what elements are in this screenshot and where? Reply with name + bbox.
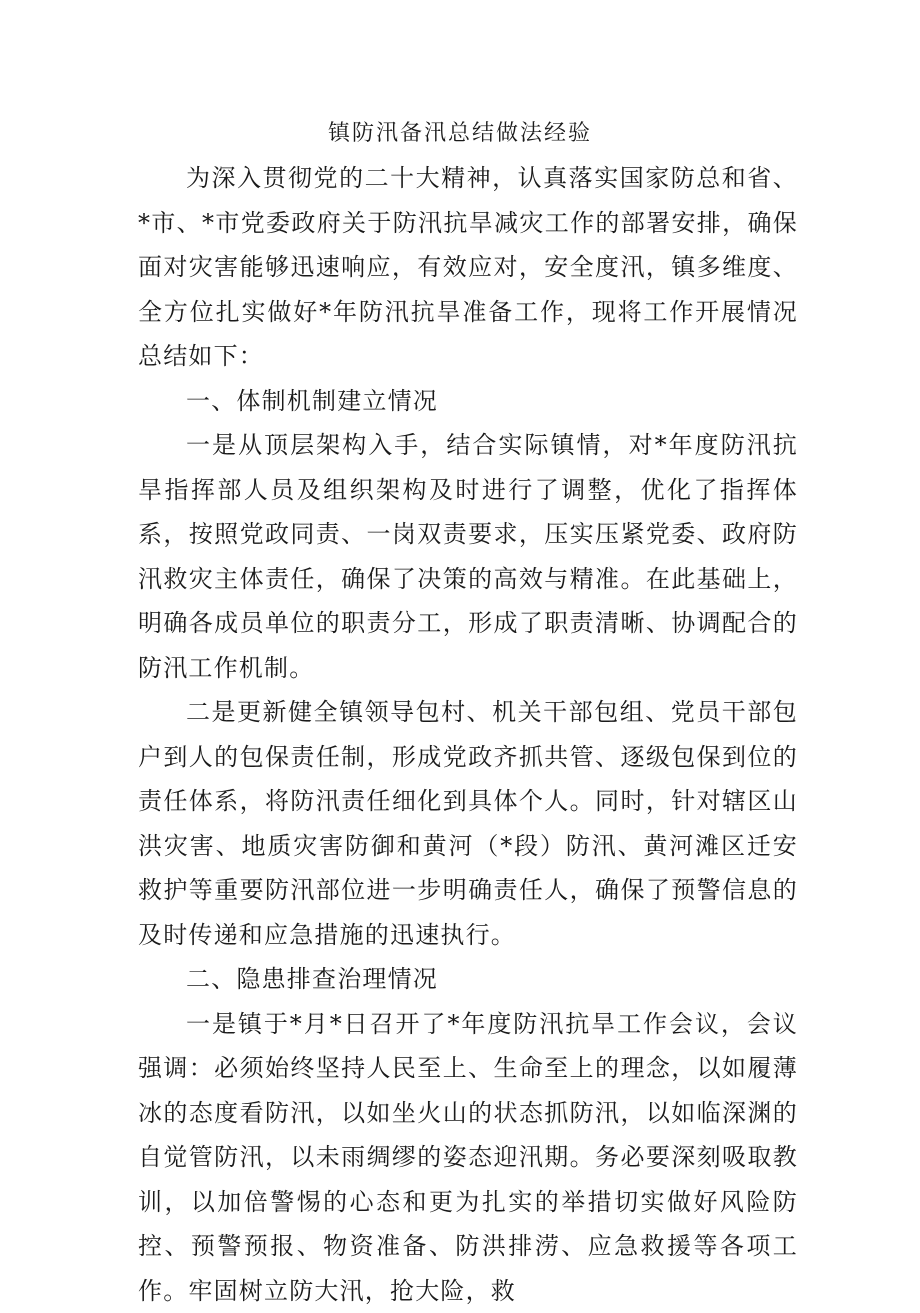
section-1-heading: 一、体制机制建立情况 [138, 379, 798, 424]
section-1-paragraph-2: 二是更新健全镇领导包村、机关干部包组、党员干部包户到人的包保责任制，形成党政齐抓共管、逐级包保到位的责任体系，将防汛责任细化到具体个人。同时，针对辖区山洪灾害、地质灾害防御和黄河（*段）防汛、黄河滩区迁安救护等重要防汛部位进一步明确责任人，确保了预警信息的及时传递和应急措施的迅速执行。 [138, 690, 798, 957]
section-2-heading: 二、隐患排查治理情况 [138, 957, 798, 1002]
section-2-paragraph-1: 一是镇于*月*日召开了*年度防汛抗旱工作会议，会议强调：必须始终坚持人民至上、生命至上的理念，以如履薄冰的态度看防汛，以如坐火山的状态抓防汛，以如临深渊的自觉管防汛，以未雨绸缪的姿态迎汛期。务必要深刻吸取教训，以加倍警惕的心态和更为扎实的举措切实做好风险防控、预警预报、物资准备、防洪排涝、应急救援等各项工作。牢固树立防大汛，抢大险，救 [138, 1002, 798, 1313]
section-1-paragraph-1: 一是从顶层架构入手，结合实际镇情，对*年度防汛抗旱指挥部人员及组织架构及时进行了调整，优化了指挥体系，按照党政同责、一岗双责要求，压实压紧党委、政府防汛救灾主体责任，确保了决策的高效与精准。在此基础上，明确各成员单位的职责分工，形成了职责清晰、协调配合的防汛工作机制。 [138, 423, 798, 690]
intro-paragraph: 为深入贯彻党的二十大精神，认真落实国家防总和省、*市、*市党委政府关于防汛抗旱减灾工作的部署安排，确保面对灾害能够迅速响应，有效应对，安全度汛，镇多维度、全方位扎实做好*年防汛抗旱准备工作，现将工作开展情况总结如下： [138, 156, 798, 379]
document-body [138, 156, 798, 1313]
document-title: 镇防汛备汛总结做法经验 [0, 116, 920, 152]
